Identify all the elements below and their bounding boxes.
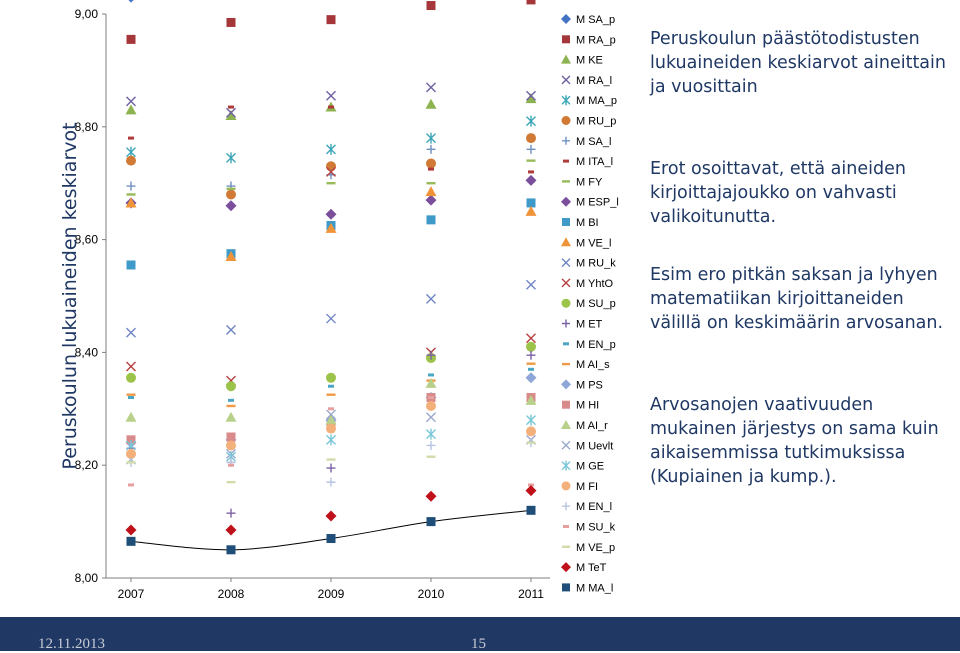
data-point <box>127 394 136 396</box>
legend-label: M BI <box>576 217 599 229</box>
legend-marker <box>561 420 571 429</box>
data-point <box>426 195 437 206</box>
data-point <box>428 373 434 376</box>
data-point <box>527 506 536 515</box>
legend-marker <box>561 14 571 24</box>
data-point <box>426 158 436 168</box>
legend-label: M SA_p <box>576 14 616 26</box>
y-tick-label: 8,20 <box>74 458 98 473</box>
data-point <box>228 399 234 402</box>
legend-label: M RA_l <box>576 74 613 87</box>
data-point <box>526 93 537 103</box>
legend-label: M HI <box>576 399 600 412</box>
legend-label: M RU_p <box>576 115 617 128</box>
data-point <box>326 161 336 171</box>
legend-label: M YhtO <box>576 277 614 290</box>
data-point <box>128 483 134 486</box>
data-point <box>128 137 134 140</box>
data-point <box>226 200 237 211</box>
data-point <box>227 509 236 518</box>
data-point <box>127 260 136 269</box>
data-point <box>426 491 437 502</box>
legend-label: M MA_p <box>576 95 617 108</box>
data-point <box>528 368 534 371</box>
data-point <box>428 396 434 399</box>
data-point <box>227 545 236 554</box>
data-point <box>126 0 137 3</box>
data-point <box>527 159 536 161</box>
data-point <box>326 510 337 521</box>
data-point <box>126 412 137 422</box>
legend-label: M GE <box>576 460 605 473</box>
data-point <box>227 18 236 27</box>
legend-label: M EN_l <box>576 501 613 514</box>
legend-marker <box>561 562 571 572</box>
paragraph-ranking: Arvosanojen vaativuuden mukainen järjestys on sama kuin aikaisemmissa tutkimuksissa (Kupiainen ja kump.). <box>650 395 939 487</box>
data-point <box>527 351 536 360</box>
data-point <box>527 0 536 4</box>
data-point <box>127 362 136 371</box>
data-point <box>227 152 236 163</box>
data-point <box>526 175 537 186</box>
data-point <box>427 133 436 144</box>
legend-marker <box>562 259 570 267</box>
data-point <box>226 440 236 450</box>
slide-title: Peruskoulun päästötodistusten lukuaineiden keskiarvot aineittain ja vuosittain <box>650 29 946 97</box>
legend-label: M FI <box>576 480 598 493</box>
legend-marker <box>562 218 570 226</box>
data-point <box>526 342 536 352</box>
data-point <box>327 15 336 24</box>
data-point <box>427 294 436 303</box>
data-point <box>126 373 136 383</box>
legend-marker <box>562 180 570 182</box>
data-point <box>226 189 236 199</box>
data-point <box>327 144 336 155</box>
legend-marker <box>563 160 569 163</box>
data-point <box>327 534 336 543</box>
data-point <box>427 441 436 450</box>
footer-date: 12.11.2013 <box>38 636 105 652</box>
data-point <box>327 434 336 445</box>
data-point <box>426 401 436 411</box>
legend-marker <box>562 363 570 365</box>
data-point <box>327 464 336 473</box>
data-point <box>527 441 536 443</box>
legend-label: M KE <box>576 54 603 67</box>
legend-label: M VE_l <box>576 237 612 250</box>
legend-marker <box>561 237 571 246</box>
legend-marker <box>562 546 570 548</box>
data-point <box>526 426 536 436</box>
legend-marker <box>561 379 571 389</box>
data-point <box>127 461 136 463</box>
legend-label: M ITA_l <box>576 156 614 169</box>
data-point <box>426 186 437 196</box>
x-tick-label: 2011 <box>518 587 544 601</box>
data-point <box>327 394 336 396</box>
data-point <box>327 314 336 323</box>
legend-label: M PS <box>576 379 603 392</box>
data-point <box>427 215 436 224</box>
data-point <box>126 449 136 459</box>
data-point <box>427 517 436 526</box>
y-tick-label: 8,40 <box>74 345 98 360</box>
data-point <box>227 433 236 442</box>
x-tick-label: 2008 <box>217 587 245 601</box>
y-axis-title: Peruskoulun lukuaineiden keskiarvot <box>59 122 81 470</box>
data-point <box>328 407 334 410</box>
data-point <box>227 405 236 407</box>
paragraph-example: Esim ero pitkän saksan ja lyhyen matematiikan kirjoittaneiden välillä on keskimäärin arvosanan. <box>650 265 944 333</box>
legend-label: M RA_p <box>576 34 616 47</box>
legend-marker <box>563 342 569 345</box>
legend-marker <box>562 320 570 328</box>
data-point <box>426 99 437 109</box>
y-tick-label: 8,80 <box>74 119 98 134</box>
legend-label: M FY <box>576 176 603 189</box>
legend-label: M VE_p <box>576 541 616 554</box>
data-point <box>326 424 336 434</box>
legend-label: M RU_k <box>576 257 616 270</box>
data-point <box>228 106 234 109</box>
data-point <box>427 83 436 92</box>
legend-label: M ESP_l <box>576 196 619 209</box>
data-point <box>527 145 536 154</box>
legend-label: M SA_l <box>576 135 612 148</box>
data-point <box>427 1 436 10</box>
x-tick-label: 2010 <box>417 587 445 601</box>
data-point <box>126 156 136 166</box>
data-point <box>526 133 536 143</box>
data-point <box>428 168 434 171</box>
legend-marker <box>562 137 570 145</box>
data-point <box>126 525 137 536</box>
data-point <box>127 328 136 337</box>
data-point <box>326 209 337 220</box>
legend-marker <box>562 299 571 308</box>
legend-marker <box>562 461 570 471</box>
data-point <box>427 145 436 154</box>
data-point <box>326 373 336 383</box>
x-tick-label: 2007 <box>117 587 145 601</box>
data-point <box>226 381 236 391</box>
legend-marker <box>562 502 570 510</box>
y-tick-label: 9,00 <box>74 7 98 21</box>
data-point <box>127 35 136 44</box>
data-point <box>427 182 436 184</box>
data-point <box>427 413 436 422</box>
legend-label: M SU_p <box>576 298 616 311</box>
legend-marker <box>563 525 569 528</box>
data-point <box>227 325 236 334</box>
legend-marker <box>562 35 570 43</box>
legend-marker <box>562 116 571 125</box>
data-point <box>127 537 136 546</box>
legend-marker <box>561 197 571 207</box>
legend-marker <box>562 95 570 105</box>
data-point <box>527 116 536 127</box>
data-point <box>327 91 336 100</box>
data-point <box>327 182 336 184</box>
data-point <box>327 478 336 487</box>
data-point <box>226 110 237 120</box>
data-point <box>427 429 436 440</box>
page-number: 15 <box>471 636 486 652</box>
legend-label: M SU_k <box>576 521 616 534</box>
data-point <box>226 412 237 422</box>
legend-label: M AI_s <box>576 359 610 372</box>
data-point <box>527 415 536 426</box>
paragraph-selection: Erot osoittavat, että aineiden kirjoittajajoukko on vahvasti valikoitunutta. <box>650 159 906 227</box>
data-point <box>328 385 334 388</box>
data-point <box>526 372 537 383</box>
legend-marker <box>562 279 570 287</box>
legend-label: M TeT <box>576 562 607 575</box>
data-point <box>427 456 436 458</box>
data-point <box>327 458 336 460</box>
legend-marker <box>562 441 570 449</box>
data-point <box>128 396 134 399</box>
legend-label: M MA_l <box>576 582 614 595</box>
data-point <box>528 170 534 173</box>
data-point <box>227 481 236 483</box>
legend-marker <box>562 76 570 84</box>
data-point <box>527 280 536 289</box>
legend-label: M EN_p <box>576 338 616 351</box>
data-point <box>127 182 136 191</box>
data-point <box>526 485 537 496</box>
data-point <box>228 464 234 467</box>
data-point <box>226 525 237 536</box>
legend-label: M Uevlt <box>576 440 614 453</box>
data-point <box>227 188 236 190</box>
data-point <box>527 334 536 343</box>
legend-marker <box>561 55 571 64</box>
legend-marker <box>562 401 570 409</box>
y-tick-label: 8,60 <box>74 232 98 247</box>
x-tick-label: 2009 <box>317 587 345 601</box>
data-point <box>328 106 334 109</box>
data-point <box>127 193 136 195</box>
legend-marker <box>562 481 571 490</box>
y-tick-label: 8,00 <box>74 571 98 585</box>
legend-marker <box>562 583 570 591</box>
legend-label: M ET <box>576 318 603 331</box>
data-point <box>527 362 536 364</box>
legend-label: M AI_r <box>576 420 608 432</box>
